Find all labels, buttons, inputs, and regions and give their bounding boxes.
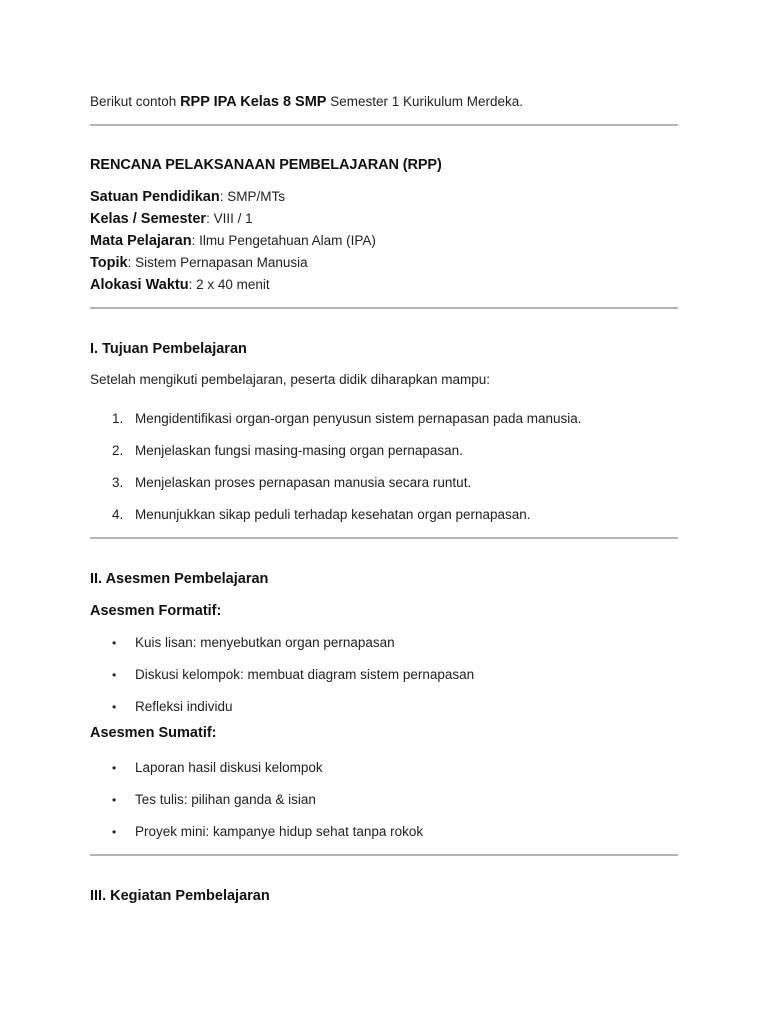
- meta-kelas: [90, 208, 678, 230]
- meta-alokasi: [90, 274, 678, 296]
- formatif-heading: Asesmen Formatif:: [90, 603, 222, 620]
- list-text: Menjelaskan proses pernapasan manusia secara runtut.: [135, 474, 472, 490]
- list-item: [90, 435, 678, 467]
- intro-bold: RPP IPA Kelas 8 SMP: [180, 94, 327, 110]
- intro-prefix: Berikut contoh: [90, 94, 181, 109]
- list-number: 3.: [112, 474, 124, 490]
- list-item: [90, 627, 678, 659]
- meta-key: Satuan Pendidikan: [90, 188, 220, 205]
- separator-4: [90, 854, 678, 856]
- intro-suffix: Semester 1 Kurikulum Merdeka.: [326, 94, 524, 109]
- meta-key: Mata Pelajaran: [90, 232, 192, 249]
- rpp-meta: [90, 186, 678, 296]
- meta-value: : 2 x 40 menit: [188, 276, 270, 292]
- list-item: [90, 499, 678, 531]
- list-text: Menunjukkan sikap peduli terhadap kesehatan organ pernapasan.: [135, 506, 531, 522]
- sumatif-list: [90, 752, 678, 848]
- meta-satuan: [90, 186, 678, 208]
- asesmen-heading: II. Asesmen Pembelajaran: [90, 570, 269, 587]
- meta-mapel: [90, 230, 678, 252]
- list-item: [90, 784, 678, 816]
- meta-key: Topik: [90, 254, 128, 271]
- kegiatan-heading: III. Kegiatan Pembelajaran: [90, 887, 270, 904]
- bullet-icon: •: [112, 636, 117, 651]
- tujuan-lead: Setelah mengikuti pembelajaran, peserta didik diharapkan mampu:: [90, 371, 490, 387]
- list-text: Laporan hasil diskusi kelompok: [135, 759, 323, 775]
- list-text: Refleksi individu: [135, 699, 233, 715]
- list-text: Proyek mini: kampanye hidup sehat tanpa rokok: [135, 823, 424, 839]
- list-text: Tes tulis: pilihan ganda & isian: [135, 791, 316, 807]
- separator-1: [90, 124, 678, 126]
- meta-key: Kelas / Semester: [90, 210, 207, 227]
- list-item: [90, 659, 678, 691]
- intro-paragraph: [90, 92, 678, 112]
- list-number: 1.: [112, 410, 124, 426]
- meta-value: : Sistem Pernapasan Manusia: [127, 254, 308, 270]
- list-number: 2.: [112, 442, 124, 458]
- list-item: [90, 403, 678, 435]
- separator-3: [90, 537, 678, 539]
- document-content: [90, 92, 678, 906]
- list-item: [90, 691, 678, 723]
- list-item: [90, 467, 678, 499]
- rpp-title: RENCANA PELAKSANAAN PEMBELAJARAN (RPP): [90, 157, 442, 174]
- bullet-icon: •: [112, 760, 117, 775]
- meta-value: : Ilmu Pengetahuan Alam (IPA): [191, 232, 376, 248]
- list-text: Kuis lisan: menyebutkan organ pernapasan: [135, 635, 395, 651]
- list-text: Diskusi kelompok: membuat diagram sistem pernapasan: [135, 667, 475, 683]
- bullet-icon: •: [112, 792, 117, 807]
- list-text: Menjelaskan fungsi masing-masing organ pernapasan.: [135, 442, 463, 458]
- meta-key: Alokasi Waktu: [90, 276, 189, 293]
- bullet-icon: •: [112, 700, 117, 715]
- separator-2: [90, 307, 678, 309]
- list-text: Mengidentifikasi organ-organ penyusun sistem pernapasan pada manusia.: [135, 410, 582, 426]
- tujuan-heading: I. Tujuan Pembelajaran: [90, 340, 247, 357]
- meta-value: : VIII / 1: [206, 210, 253, 226]
- bullet-icon: •: [112, 824, 117, 839]
- sumatif-heading: Asesmen Sumatif:: [90, 725, 217, 742]
- list-item: [90, 752, 678, 784]
- list-item: [90, 816, 678, 848]
- formatif-list: [90, 627, 678, 723]
- tujuan-list: [90, 403, 678, 531]
- bullet-icon: •: [112, 668, 117, 683]
- meta-value: : SMP/MTs: [219, 188, 285, 204]
- list-number: 4.: [112, 506, 124, 522]
- meta-topik: [90, 252, 678, 274]
